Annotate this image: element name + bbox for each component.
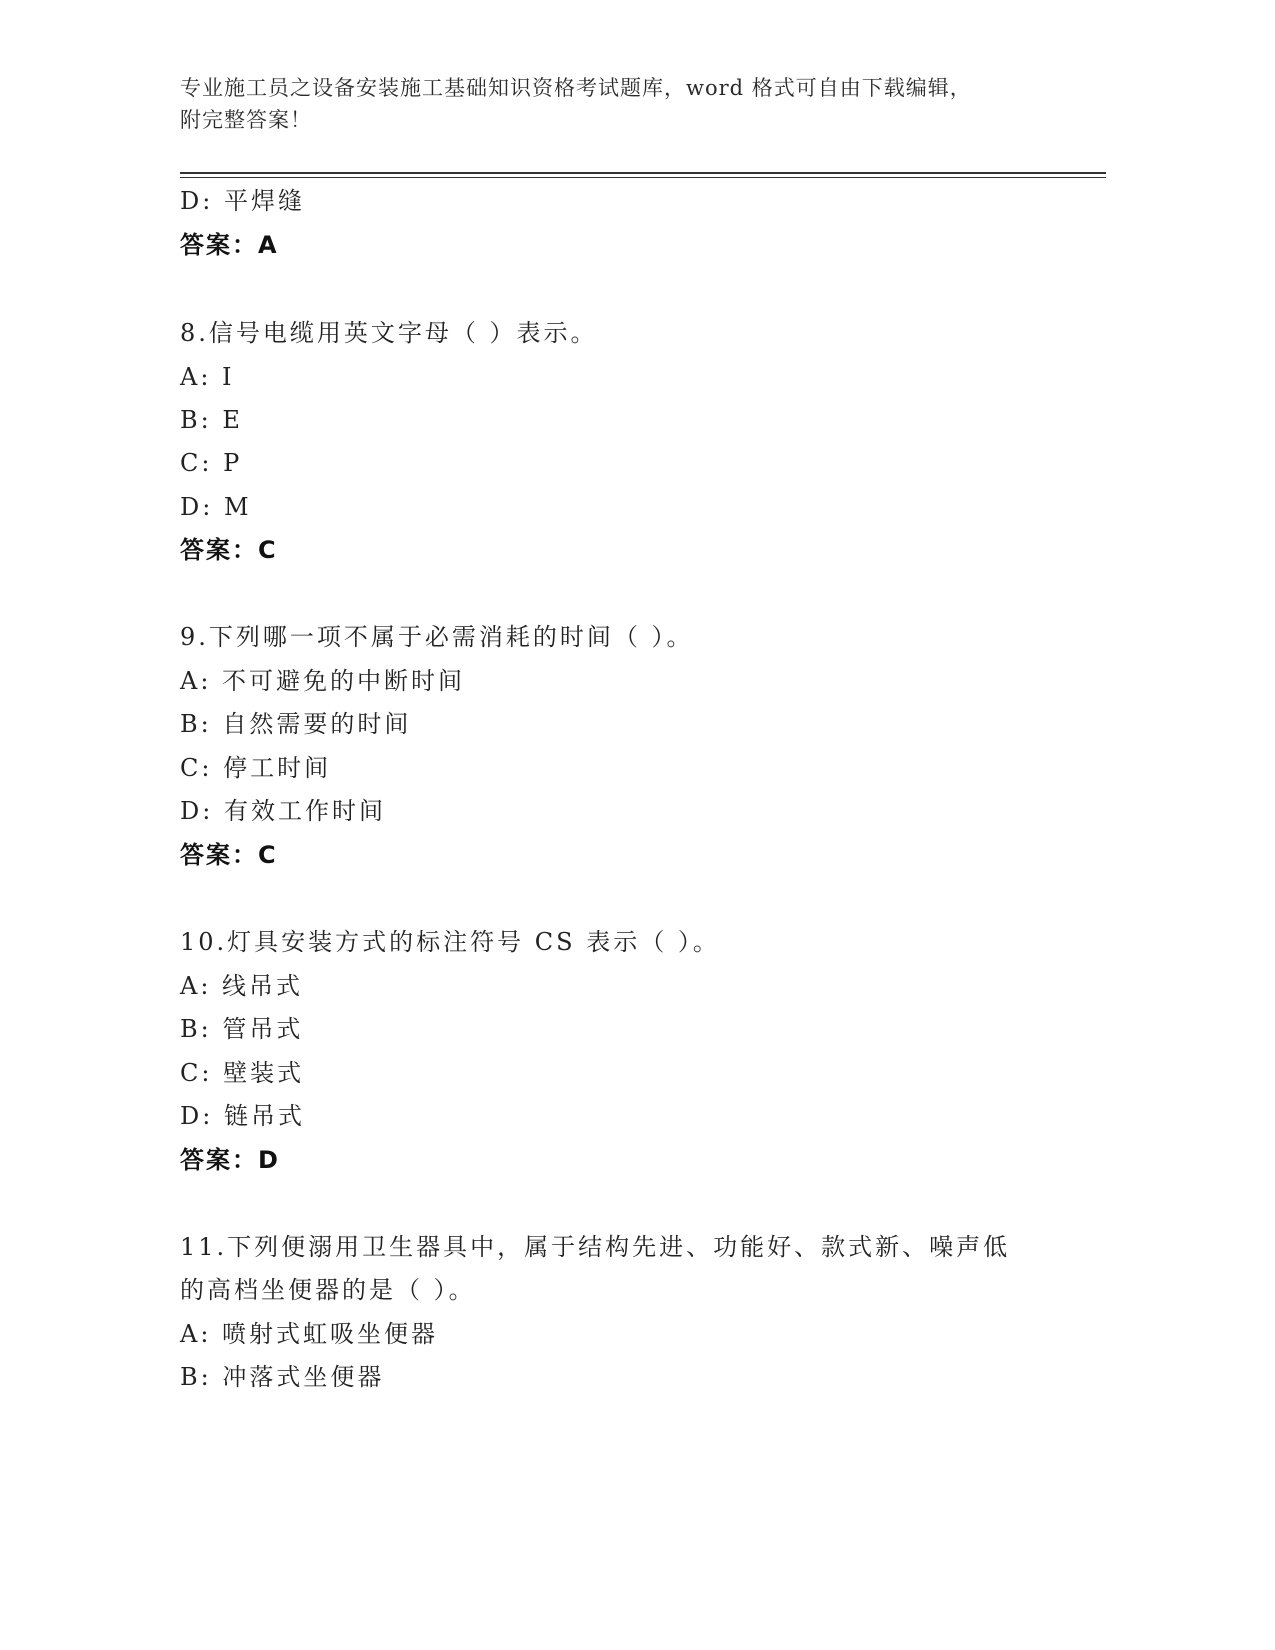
header-divider-top: [180, 172, 1106, 174]
header-line-2: 附完整答案！: [180, 108, 312, 132]
q8-stem: 8.信号电缆用英文字母（ ）表示。: [180, 319, 598, 347]
q11-option-a: A: 喷射式虹吸坐便器: [180, 1320, 439, 1348]
q11-stem-line-1: 11.下列便溺用卫生器具中，属于结构先进、功能好、款式新、噪声低: [180, 1233, 1011, 1261]
q9-option-d: D: 有效工作时间: [180, 797, 386, 825]
q8-option-b: B: E: [180, 406, 243, 434]
q9-option-b: B: 自然需要的时间: [180, 710, 412, 738]
q10-stem: 10.灯具安装方式的标注符号 CS 表示（ ）。: [180, 928, 720, 956]
q9-option-c: C: 停工时间: [180, 754, 332, 782]
q11-stem-line-2: 的高档坐便器的是（ ）。: [180, 1276, 476, 1304]
q10-option-a: A: 线吊式: [180, 972, 304, 1000]
q7-answer: 答案：A: [180, 231, 279, 259]
header-line-1: 专业施工员之设备安装施工基础知识资格考试题库，word 格式可自由下载编辑，: [180, 76, 972, 100]
q9-stem: 9.下列哪一项不属于必需消耗的时间（ ）。: [180, 623, 694, 651]
q8-option-c: C: P: [180, 449, 243, 477]
q9-option-a: A: 不可避免的中断时间: [180, 667, 466, 695]
q10-option-c: C: 壁装式: [180, 1059, 305, 1087]
document-page: [180, 0, 1100, 1650]
q10-answer: 答案：D: [180, 1146, 280, 1174]
document-header: [180, 72, 1060, 136]
q10-option-d: D: 链吊式: [180, 1102, 305, 1130]
header-divider-bottom: [180, 177, 1106, 178]
q11-option-b: B: 冲落式坐便器: [180, 1363, 385, 1391]
q8-option-d: D: M: [180, 493, 252, 521]
q7-option-d: D: 平焊缝: [180, 187, 305, 215]
q9-answer: 答案：C: [180, 841, 278, 869]
q10-option-b: B: 管吊式: [180, 1015, 304, 1043]
q8-answer: 答案：C: [180, 536, 278, 564]
q8-option-a: A: I: [180, 363, 235, 391]
